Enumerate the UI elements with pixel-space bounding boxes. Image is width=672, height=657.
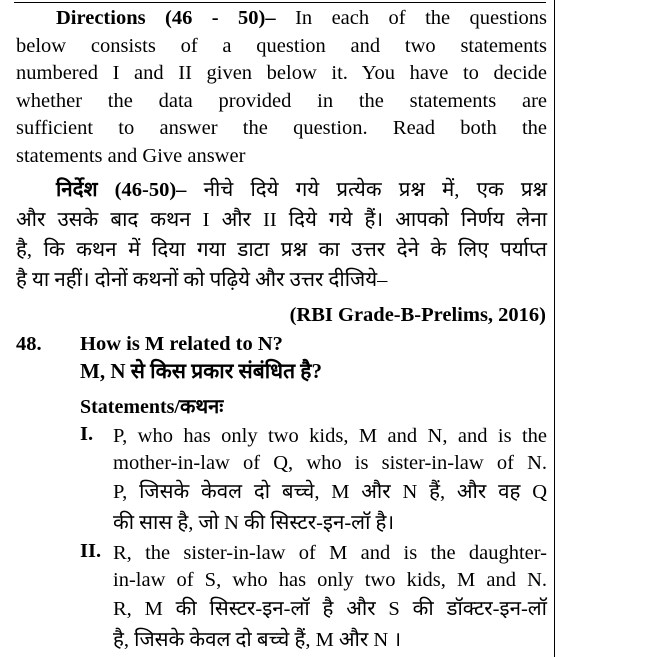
question-number: 48.	[16, 333, 42, 355]
directions-en-label: Directions (46 - 50)–	[56, 7, 276, 29]
statement-1-line-2: mother-in-law of Q, who is sister-in-law of N.	[113, 452, 547, 474]
statement-1-number: I.	[80, 423, 94, 445]
directions-en-line-5: sufficient to answer the question. Read both the	[16, 117, 547, 140]
statement-1-line-1: P, who has only two kids, M and N, and is the	[113, 425, 547, 447]
directions-hi-label: निर्देश (46-50)–	[56, 179, 187, 201]
directions-en-line-1: Directions (46 - 50)– In each of the questions	[56, 7, 547, 29]
statement-2-line-3: R, M की सिस्टर-इन-लॉ है और S की डॉक्टर-इन-लॉ	[113, 598, 547, 620]
directions-en-line-6: statements and Give answer	[16, 144, 246, 167]
statement-2-line-1: R, the sister-in-law of M and is the daughter-	[113, 542, 547, 564]
directions-hi-line-3: है, कि कथन में दिया गया डाटा प्रश्न का उत्तर देने के लिए पर्याप्त	[16, 239, 547, 261]
statement-1	[113, 423, 547, 539]
directions-hi-line-1: निर्देश (46-50)– नीचे दिये गये प्रत्येक प्रश्न में, एक प्रश्न	[56, 179, 548, 201]
statement-2-line-2: in-law of S, who has only two kids, M and N.	[113, 569, 547, 591]
statement-1-line-3: P, जिसके केवल दो बच्चे, M और N हैं, और वह Q	[113, 481, 547, 503]
column-divider	[554, 0, 555, 657]
question-text-hindi: M, N से किस प्रकार संबंधित है?	[80, 359, 322, 383]
statements-label: Statements/कथनः	[80, 396, 224, 418]
directions-en-line-4: whether the data provided in the statements are	[16, 89, 547, 112]
directions-hindi	[16, 175, 547, 295]
statement-2-number: II.	[80, 540, 102, 562]
directions-en-line-2: below consists of a question and two statements	[16, 34, 547, 57]
statement-1-line-4: की सास है, जो N की सिस्टर-इन-लॉ है।	[113, 512, 395, 534]
directions-en-line-3: numbered I and II given below it. You have to decide	[16, 62, 547, 85]
top-rule	[14, 2, 546, 3]
directions-english	[16, 5, 547, 171]
question-text-english: How is M related to N?	[80, 333, 283, 355]
statement-2-line-4: है, जिसके केवल दो बच्चे हैं, M और N ।	[113, 629, 402, 651]
statement-2	[113, 540, 547, 656]
source-citation: (RBI Grade-B-Prelims, 2016)	[289, 304, 546, 326]
directions-hi-line-2: और उसके बाद कथन I और II दिये गये हैं। आपको निर्णय लेना	[16, 209, 547, 231]
directions-hi-line-4: है या नहीं। दोनों कथनों को पढ़िये और उत्तर दीजिये–	[16, 269, 388, 291]
